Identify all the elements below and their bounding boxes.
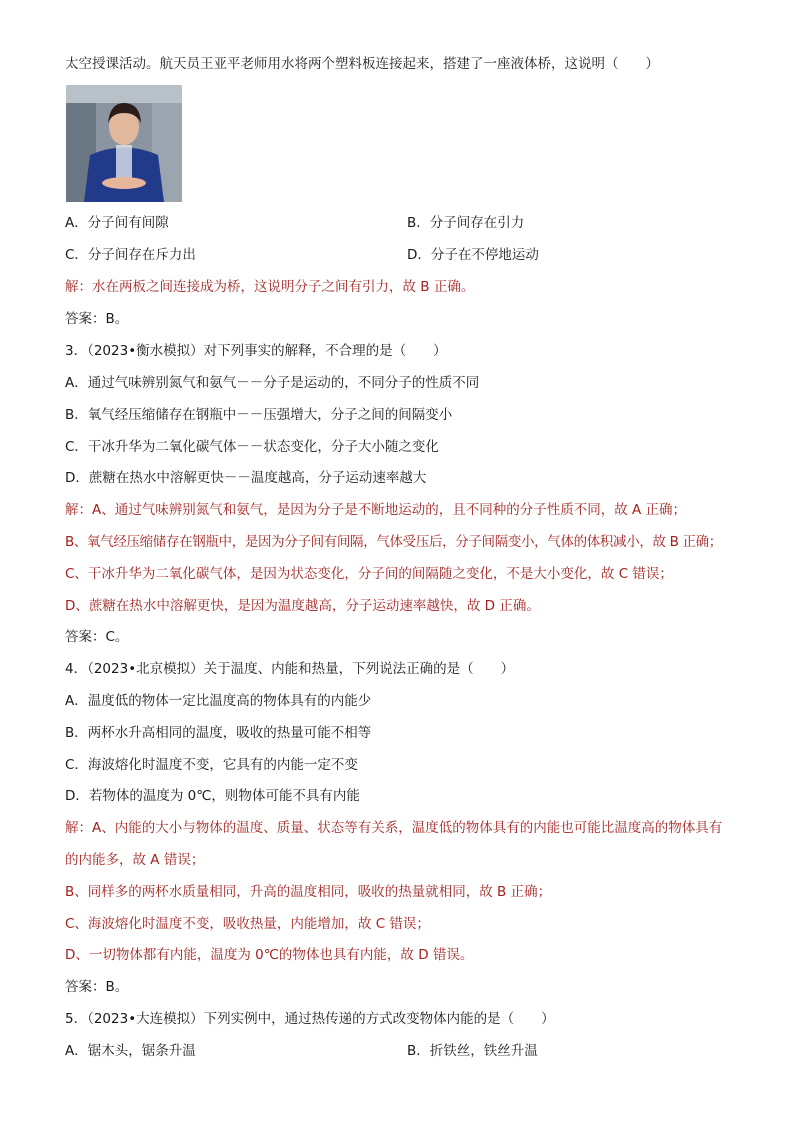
q4-solution-line-2: 的内能多，故 A 错误； (65, 852, 205, 868)
q3-option-a[interactable]: A．通过气味辨别氮气和氨气－－分子是运动的，不同分子的性质不同 (65, 375, 480, 391)
q5-option-b[interactable]: B．折铁丝，铁丝升温 (407, 1043, 538, 1059)
q3-option-b[interactable]: B．氧气经压缩储存在钢瓶中－－压强增大，分子之间的间隔变小 (65, 407, 453, 423)
q4-option-c[interactable]: C．海波熔化时温度不变，它具有的内能一定不变 (65, 757, 358, 773)
q4-solution-line-5: D、一切物体都有内能，温度为 0℃的物体也具有内能，故 D 错误。 (65, 947, 474, 963)
q4-option-a[interactable]: A．温度低的物体一定比温度高的物体具有的内能少 (65, 693, 372, 709)
q3-solution-line-4: D、蔗糖在热水中溶解更快，是因为温度越高，分子运动速率越快，故 D 正确。 (65, 598, 540, 614)
q2-options-row-2 (65, 246, 539, 264)
q3-solution-line-2: B、氧气经压缩储存在钢瓶中，是因为分子间有间隔，气体受压后，分子间隔变小，气体的体积减小，故 B 正确； (65, 534, 722, 550)
q2-option-b[interactable]: B．分子间存在引力 (407, 215, 525, 231)
q4-solution-line-1: 解：A、内能的大小与物体的温度、质量、状态等有关系，温度低的物体具有的内能也可能比温度高的物体具有 (65, 820, 723, 836)
q4-option-b[interactable]: B．两杯水升高相同的温度，吸收的热量可能不相等 (65, 725, 372, 741)
q2-answer: 答案：B。 (65, 311, 129, 327)
q5-option-a[interactable]: A．锯木头，锯条升温 (65, 1043, 196, 1059)
q5-stem: 5．（2023•大连模拟）下列实例中，通过热传递的方式改变物体内能的是（ ） (65, 1011, 555, 1027)
q2-option-c[interactable]: C．分子间存在斥力出 (65, 247, 196, 263)
q2-option-d[interactable]: D．分子在不停地运动 (407, 247, 539, 263)
q2-options-row-1 (65, 214, 525, 232)
q4-answer: 答案：B。 (65, 979, 129, 995)
q3-stem: 3．（2023•衡水模拟）对下列事实的解释，不合理的是（ ） (65, 343, 447, 359)
astronaut-illustration (66, 85, 182, 202)
q4-option-d[interactable]: D．若物体的温度为 0℃，则物体可能不具有内能 (65, 788, 360, 804)
q2-solution: 解：水在两板之间连接成为桥，这说明分子之间有引力，故 B 正确。 (65, 279, 475, 295)
q3-option-c[interactable]: C．干冰升华为二氧化碳气体－－状态变化，分子大小随之变化 (65, 439, 439, 455)
q4-stem: 4．（2023•北京模拟）关于温度、内能和热量，下列说法正确的是（ ） (65, 661, 515, 677)
q2-option-a[interactable]: A．分子间有间隙 (65, 215, 169, 231)
astronaut-photo (66, 85, 182, 202)
q3-solution-line-3: C、干冰升华为二氧化碳气体，是因为状态变化，分子间的间隔随之变化，不是大小变化，故 C 错误； (65, 566, 673, 582)
q5-options-row-1 (65, 1042, 538, 1060)
q4-solution-line-3: B、同样多的两杯水质量相同，升高的温度相同，吸收的热量就相同，故 B 正确； (65, 884, 552, 900)
q3-option-d[interactable]: D．蔗糖在热水中溶解更快－－温度越高，分子运动速率越大 (65, 470, 427, 486)
q3-answer: 答案：C。 (65, 629, 129, 645)
q3-solution-line-1: 解：A、通过气味辨别氮气和氨气，是因为分子是不断地运动的，且不同种的分子性质不同，故 A 正确； (65, 502, 687, 518)
q2-stem: 太空授课活动。航天员王亚平老师用水将两个塑料板连接起来，搭建了一座液体桥，这说明（ ） (65, 56, 659, 72)
q4-solution-line-4: C、海波熔化时温度不变，吸收热量，内能增加，故 C 错误； (65, 916, 430, 932)
